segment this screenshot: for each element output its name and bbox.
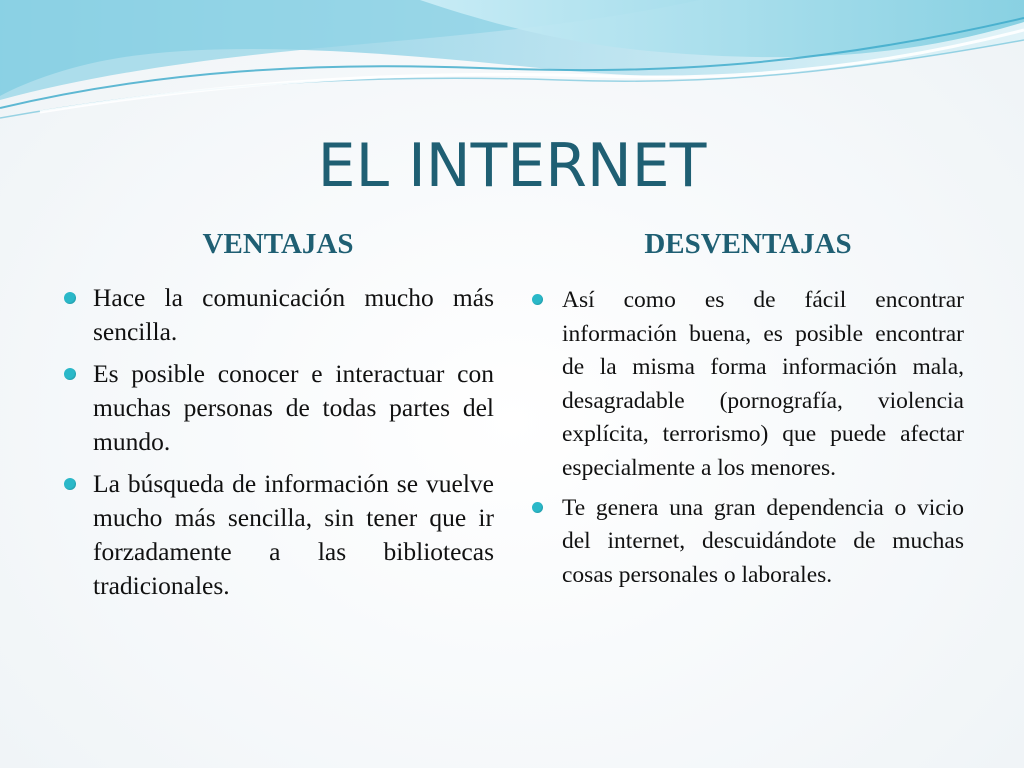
list-item xyxy=(62,281,494,349)
bullet-icon xyxy=(532,502,543,513)
slide-title: EL INTERNET xyxy=(317,131,707,201)
list-item-text: Te genera una gran dependencia o vicio del internet, descuidándote de muchas cosas personales o laborales. xyxy=(562,494,964,588)
list-item-text: Hace la comunicación mucho más sencilla. xyxy=(93,283,494,346)
list-item-text: La búsqueda de información se vuelve mucho más sencilla, sin tener que ir forzadamente a las bibliotecas tradicionales. xyxy=(93,469,494,600)
list-item-text: Así como es de fácil encontrar información buena, es posible encontrar de la misma forma información mala, desagradable (pornografía, violencia explícita, terrorismo) que puede afectar especialmente a los menores. xyxy=(562,287,964,481)
heading-desventajas: DESVENTAJAS xyxy=(644,228,852,260)
list-item xyxy=(530,492,964,593)
bullet-icon xyxy=(64,478,76,490)
list-item xyxy=(530,284,964,486)
bullet-icon xyxy=(64,368,76,380)
bullet-icon xyxy=(532,294,543,305)
list-item xyxy=(62,357,494,459)
list-item-text: Es posible conocer e interactuar con muchas personas de todas partes del mundo. xyxy=(93,359,494,456)
ventajas-list xyxy=(62,281,494,611)
heading-ventajas: VENTAJAS xyxy=(202,228,354,260)
bullet-icon xyxy=(64,292,76,304)
decorative-waves xyxy=(0,0,1024,130)
desventajas-list xyxy=(530,284,964,598)
list-item xyxy=(62,467,494,603)
